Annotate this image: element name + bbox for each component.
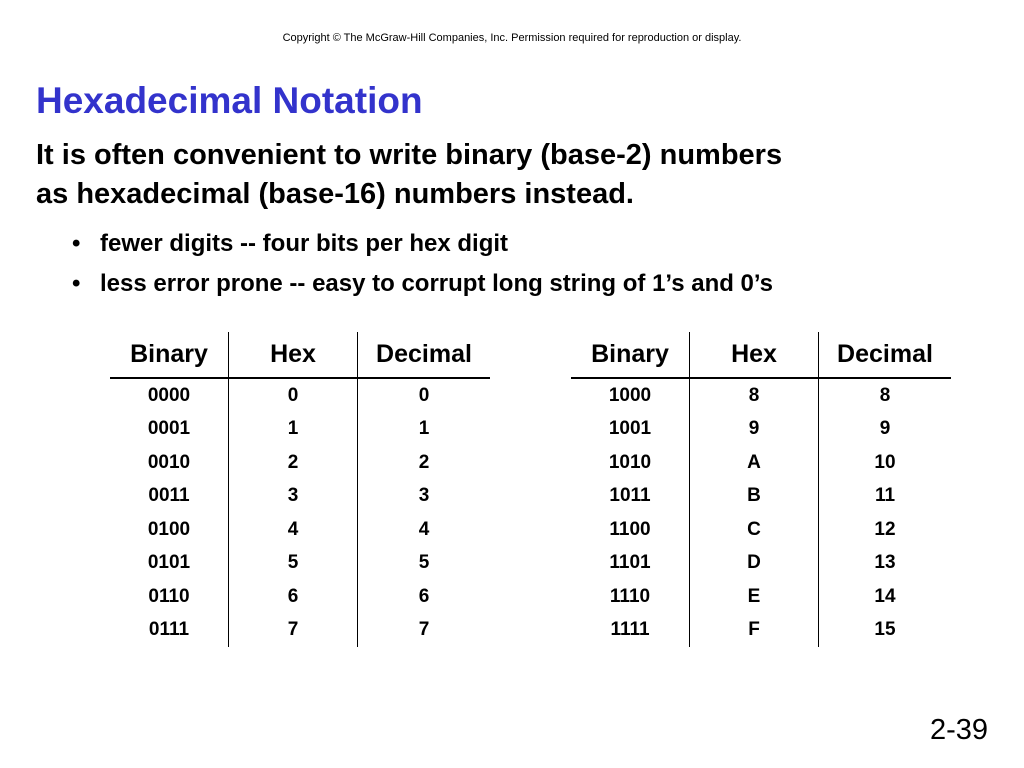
cell-decimal: 0 (418, 384, 430, 406)
cell-binary: 1010 (571, 446, 690, 480)
cell-hex: F (690, 614, 819, 648)
cell-hex: 4 (229, 513, 358, 547)
conversion-table-left (110, 332, 490, 647)
cell-decimal: 15 (874, 619, 896, 641)
table-row (571, 513, 951, 547)
cell-binary: 0000 (110, 378, 229, 413)
cell-decimal: 14 (874, 585, 896, 607)
table-row (110, 580, 490, 614)
cell-decimal: 12 (874, 518, 896, 540)
bullet-text: less error prone -- easy to corrupt long string of 1’s and 0’s (100, 270, 774, 297)
cell-hex: A (690, 446, 819, 480)
cell-binary: 0011 (110, 480, 229, 514)
slide-title: Hexadecimal Notation (36, 80, 423, 121)
bullet-list (72, 224, 773, 304)
cell-decimal: 2 (418, 451, 430, 473)
cell-binary: 1110 (571, 580, 690, 614)
cell-decimal: 10 (874, 451, 896, 473)
cell-decimal: 9 (879, 418, 891, 440)
bullet-item (72, 224, 773, 264)
table-row (110, 446, 490, 480)
cell-binary: 0110 (110, 580, 229, 614)
cell-hex: 7 (229, 614, 358, 648)
cell-decimal: 11 (874, 485, 896, 507)
table-row (571, 378, 951, 413)
column-header-hex: Hex (229, 332, 358, 378)
cell-decimal: 8 (879, 384, 891, 406)
table-row (571, 480, 951, 514)
cell-decimal: 4 (418, 518, 430, 540)
table-row (110, 614, 490, 648)
cell-decimal: 6 (418, 585, 430, 607)
cell-hex: 9 (690, 413, 819, 447)
cell-binary: 0111 (110, 614, 229, 648)
cell-binary: 1100 (571, 513, 690, 547)
cell-binary: 1001 (571, 413, 690, 447)
cell-binary: 1000 (571, 378, 690, 413)
bullet-dot: • (72, 230, 81, 257)
copyright-notice: Copyright © The McGraw-Hill Companies, Inc. Permission required for reproduction or display. (282, 32, 742, 44)
cell-decimal: 1 (418, 418, 430, 440)
table-row (110, 513, 490, 547)
cell-binary: 1111 (571, 614, 690, 648)
bullet-item (72, 264, 773, 304)
cell-hex: 3 (229, 480, 358, 514)
cell-binary: 0010 (110, 446, 229, 480)
table-row (110, 480, 490, 514)
cell-binary: 1101 (571, 547, 690, 581)
cell-hex: B (690, 480, 819, 514)
table-row (571, 413, 951, 447)
cell-hex: 2 (229, 446, 358, 480)
table-row (571, 614, 951, 648)
cell-binary: 1011 (571, 480, 690, 514)
cell-hex: E (690, 580, 819, 614)
cell-hex: C (690, 513, 819, 547)
table-row (110, 547, 490, 581)
column-header-binary: Binary (110, 332, 229, 378)
cell-hex: 1 (229, 413, 358, 447)
cell-hex: 8 (690, 378, 819, 413)
table-body (110, 378, 490, 647)
conversion-table-right (571, 332, 951, 647)
table-row (110, 413, 490, 447)
table-row (110, 378, 490, 413)
table-header-row (571, 332, 951, 378)
cell-decimal: 13 (874, 552, 896, 574)
cell-decimal: 5 (418, 552, 430, 574)
cell-binary: 0001 (110, 413, 229, 447)
cell-hex: 0 (229, 378, 358, 413)
cell-hex: 6 (229, 580, 358, 614)
column-header-binary: Binary (571, 332, 690, 378)
cell-decimal: 7 (418, 619, 430, 641)
cell-hex: 5 (229, 547, 358, 581)
bullet-text: fewer digits -- four bits per hex digit (100, 230, 509, 257)
table-row (571, 580, 951, 614)
cell-binary: 0100 (110, 513, 229, 547)
cell-binary: 0101 (110, 547, 229, 581)
column-header-decimal: Decimal (358, 332, 491, 378)
table-row (571, 547, 951, 581)
slide-number: 2-39 (929, 714, 988, 746)
column-header-hex: Hex (690, 332, 819, 378)
table-header-row (110, 332, 490, 378)
intro-line-2: as hexadecimal (base-16) numbers instead. (36, 178, 634, 210)
bullet-dot: • (72, 270, 81, 297)
table-row (571, 446, 951, 480)
cell-decimal: 3 (418, 485, 430, 507)
intro-text (36, 136, 996, 214)
column-header-decimal: Decimal (819, 332, 952, 378)
intro-line-1: It is often convenient to write binary (base-2) numbers (36, 139, 783, 171)
cell-hex: D (690, 547, 819, 581)
table-body (571, 378, 951, 647)
